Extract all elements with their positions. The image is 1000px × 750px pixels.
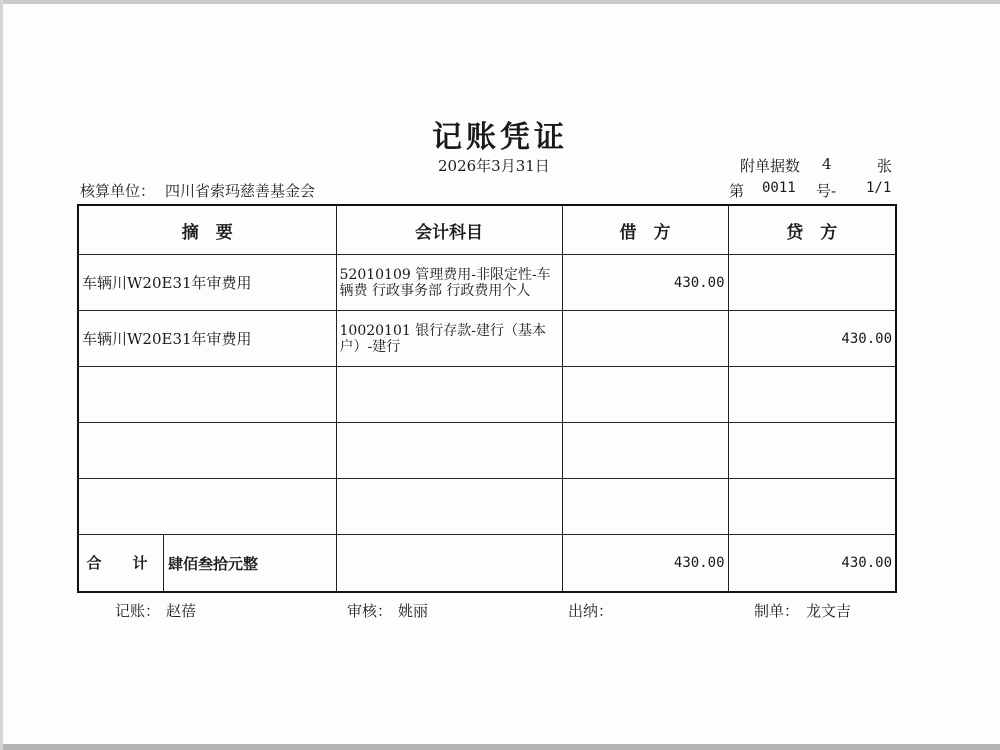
accounting-unit-value: 四川省索玛慈善基金会 bbox=[165, 182, 316, 200]
voucher-number-prefix: 第 bbox=[729, 182, 745, 200]
total-credit: 430.00 bbox=[728, 535, 896, 593]
row-debit bbox=[562, 479, 728, 535]
voucher-title: 记账凭证 bbox=[432, 120, 568, 155]
voucher-page: 1/1 bbox=[866, 180, 892, 196]
row-summary: 车辆川W20E31年审费用 bbox=[78, 255, 336, 311]
row-account bbox=[336, 423, 562, 479]
attachments-label: 附单据数 bbox=[740, 157, 801, 175]
row-credit bbox=[728, 255, 896, 311]
header-credit: 贷 方 bbox=[728, 205, 896, 255]
total-debit: 430.00 bbox=[562, 535, 728, 593]
row-debit bbox=[562, 311, 728, 367]
table-total-row bbox=[78, 535, 896, 593]
auditor-label: 审核： bbox=[347, 602, 393, 620]
row-debit bbox=[562, 423, 728, 479]
bookkeeper-name: 赵蓓 bbox=[166, 602, 197, 620]
preparer-name: 龙文吉 bbox=[806, 602, 852, 620]
scan-edge-top bbox=[0, 0, 1000, 4]
header-account: 会计科目 bbox=[336, 205, 562, 255]
row-account: 10020101 银行存款-建行（基本户）-建行 bbox=[336, 311, 562, 367]
header-summary: 摘 要 bbox=[78, 205, 336, 255]
header-debit: 借 方 bbox=[562, 205, 728, 255]
row-account: 52010109 管理费用-非限定性-车辆费 行政事务部 行政费用个人 bbox=[336, 255, 562, 311]
bookkeeper-label: 记账： bbox=[115, 602, 161, 620]
preparer-label: 制单： bbox=[754, 602, 800, 620]
row-credit: 430.00 bbox=[728, 311, 896, 367]
total-label: 合 计 bbox=[79, 535, 164, 591]
cashier-label: 出纳： bbox=[568, 602, 614, 620]
voucher-number: 0011 bbox=[762, 180, 796, 196]
row-credit bbox=[728, 423, 896, 479]
row-summary bbox=[78, 423, 336, 479]
attachments-unit: 张 bbox=[877, 157, 893, 175]
row-credit bbox=[728, 479, 896, 535]
table-row bbox=[78, 367, 896, 423]
total-cell bbox=[78, 535, 336, 593]
auditor-name: 姚丽 bbox=[398, 602, 429, 620]
accounting-unit-label: 核算单位： bbox=[80, 182, 156, 200]
row-account bbox=[336, 367, 562, 423]
table-row bbox=[78, 479, 896, 535]
row-summary bbox=[78, 367, 336, 423]
table-header-row bbox=[78, 205, 896, 255]
voucher-table bbox=[77, 204, 897, 593]
voucher-number-suffix: 号- bbox=[816, 182, 837, 200]
table-row bbox=[78, 423, 896, 479]
scan-edge-bottom bbox=[0, 744, 1000, 750]
attachments-count: 4 bbox=[822, 155, 832, 173]
row-account bbox=[336, 479, 562, 535]
row-debit: 430.00 bbox=[562, 255, 728, 311]
table-row bbox=[78, 311, 896, 367]
total-amount-in-words: 肆佰叁拾元整 bbox=[168, 554, 259, 573]
voucher-date: 2026年3月31日 bbox=[438, 157, 550, 175]
row-debit bbox=[562, 367, 728, 423]
row-credit bbox=[728, 367, 896, 423]
row-summary bbox=[78, 479, 336, 535]
row-summary: 车辆川W20E31年审费用 bbox=[78, 311, 336, 367]
total-account-cell bbox=[336, 535, 562, 593]
table-row bbox=[78, 255, 896, 311]
